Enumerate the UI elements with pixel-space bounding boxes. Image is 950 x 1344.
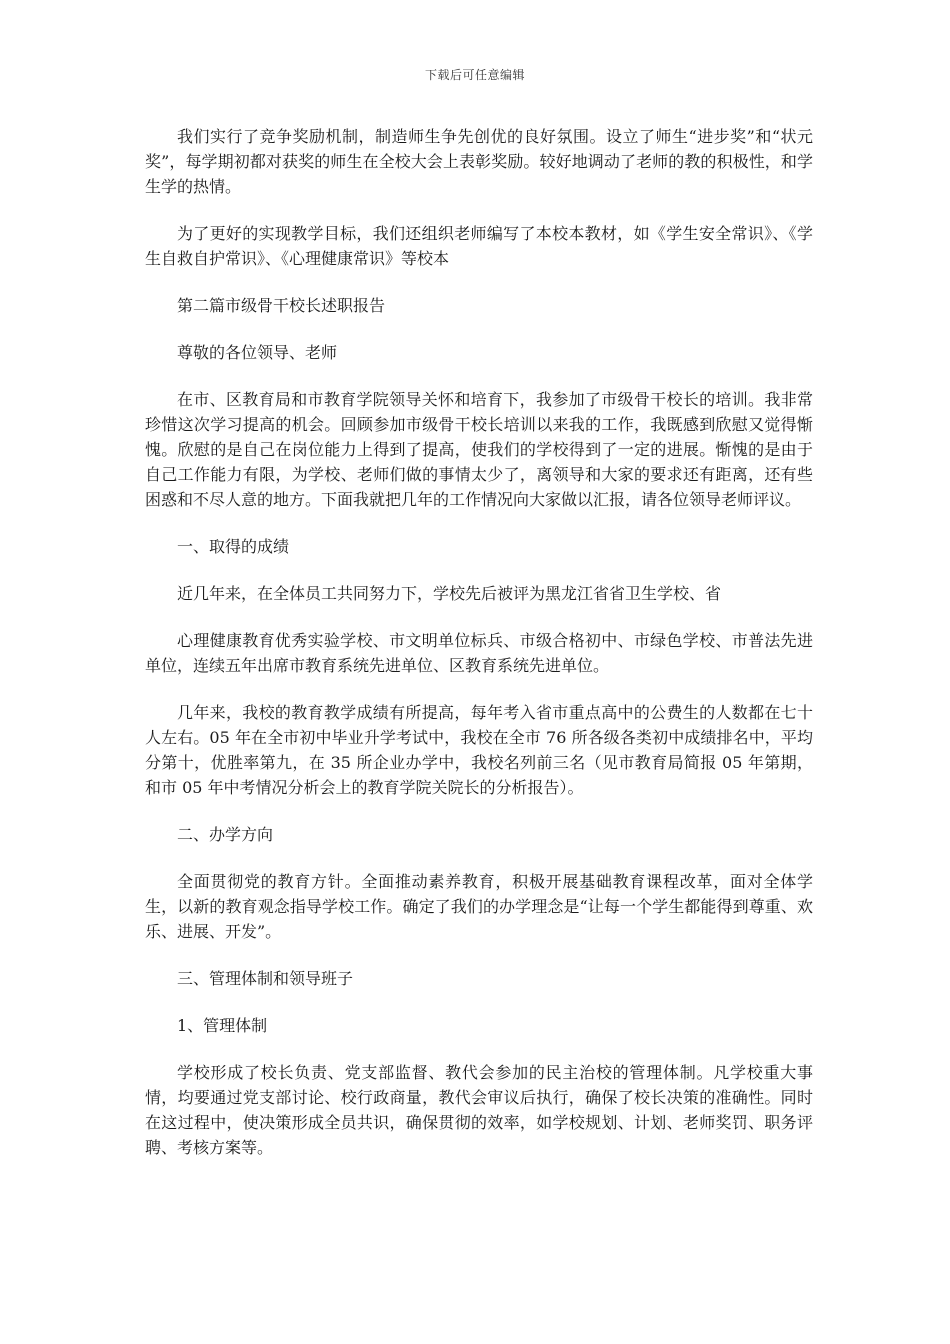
subsection-heading-management-system: 1、管理体制 (177, 1016, 268, 1035)
paragraph-exam-results: 几年来，我校的教育教学成绩有所提高，每年考入省市重点高中的公费生的人数都在七十人左右。05 年在全市初中毕业升学考试中，我校在全市 76 所各级各类初中成绩排名中，平均分第十，优胜率第九，在 35 所企业办学中，我校名列前三名（见市教育局简报 05 年第期，和市 05 年中考情况分析会上的教育学院关院长的分析报告）。 (145, 703, 813, 797)
section-heading-management: 三、管理体制和领导班子 (177, 969, 354, 988)
page-header: 下载后可任意编辑 (424, 68, 525, 82)
document-title: 第二篇市级骨干校长述职报告 (177, 296, 386, 315)
section-heading-achievements: 一、取得的成绩 (177, 537, 290, 556)
paragraph-management-system: 学校形成了校长负责、党支部监督、教代会参加的民主治校的管理体制。凡学校重大事情，均要通过党支部讨论、校行政商量，教代会审议后执行，确保了校长决策的准确性。同时在这过程中，使决策形成全员共识，确保贯彻的效率，如学校规划、计划、老师奖罚、职务评聘、考核方案等。 (145, 1063, 813, 1157)
section-heading-direction: 二、办学方向 (177, 825, 274, 844)
paragraph-school-textbooks: 为了更好的实现教学目标，我们还组织老师编写了本校本教材，如《学生安全常识》、《学生自救自护常识》、《心理健康常识》等校本 (145, 224, 813, 268)
paragraph-honors-list: 心理健康教育优秀实验学校、市文明单位标兵、市级合格初中、市绿色学校、市普法先进单位，连续五年出席市教育系统先进单位、区教育系统先进单位。 (145, 631, 813, 675)
document-body (145, 124, 813, 1182)
paragraph-introduction: 在市、区教育局和市教育学院领导关怀和培育下，我参加了市级骨干校长的培训。我非常珍惜这次学习提高的机会。回顾参加市级骨干校长培训以来我的工作，我既感到欣慰又觉得惭愧。欣慰的是自己在岗位能力上得到了提高，使我们的学校得到了一定的进展。惭愧的是由于自己工作能力有限，为学校、老师们做的事情太少了，离领导和大家的要求还有距离，还有些困惑和不尽人意的地方。下面我就把几年的工作情况向大家做以汇报，请各位领导老师评议。 (145, 390, 813, 509)
paragraph-honors-intro: 近几年来，在全体员工共同努力下，学校先后被评为黑龙江省省卫生学校、省 (177, 584, 722, 603)
paragraph-competition-mechanism: 我们实行了竞争奖励机制，制造师生争先创优的良好氛围。设立了师生“进步奖”和“状元奖”，每学期初都对获奖的师生在全校大会上表彰奖励。较好地调动了老师的教的积极性，和学生学的热情。 (145, 127, 813, 196)
paragraph-education-policy: 全面贯彻党的教育方针。全面推动素养教育，积极开展基础教育课程改革，面对全体学生，以新的教育观念指导学校工作。确定了我们的办学理念是“让每一个学生都能得到尊重、欢乐、进展、开发”。 (145, 872, 813, 941)
salutation: 尊敬的各位领导、老师 (177, 343, 338, 362)
